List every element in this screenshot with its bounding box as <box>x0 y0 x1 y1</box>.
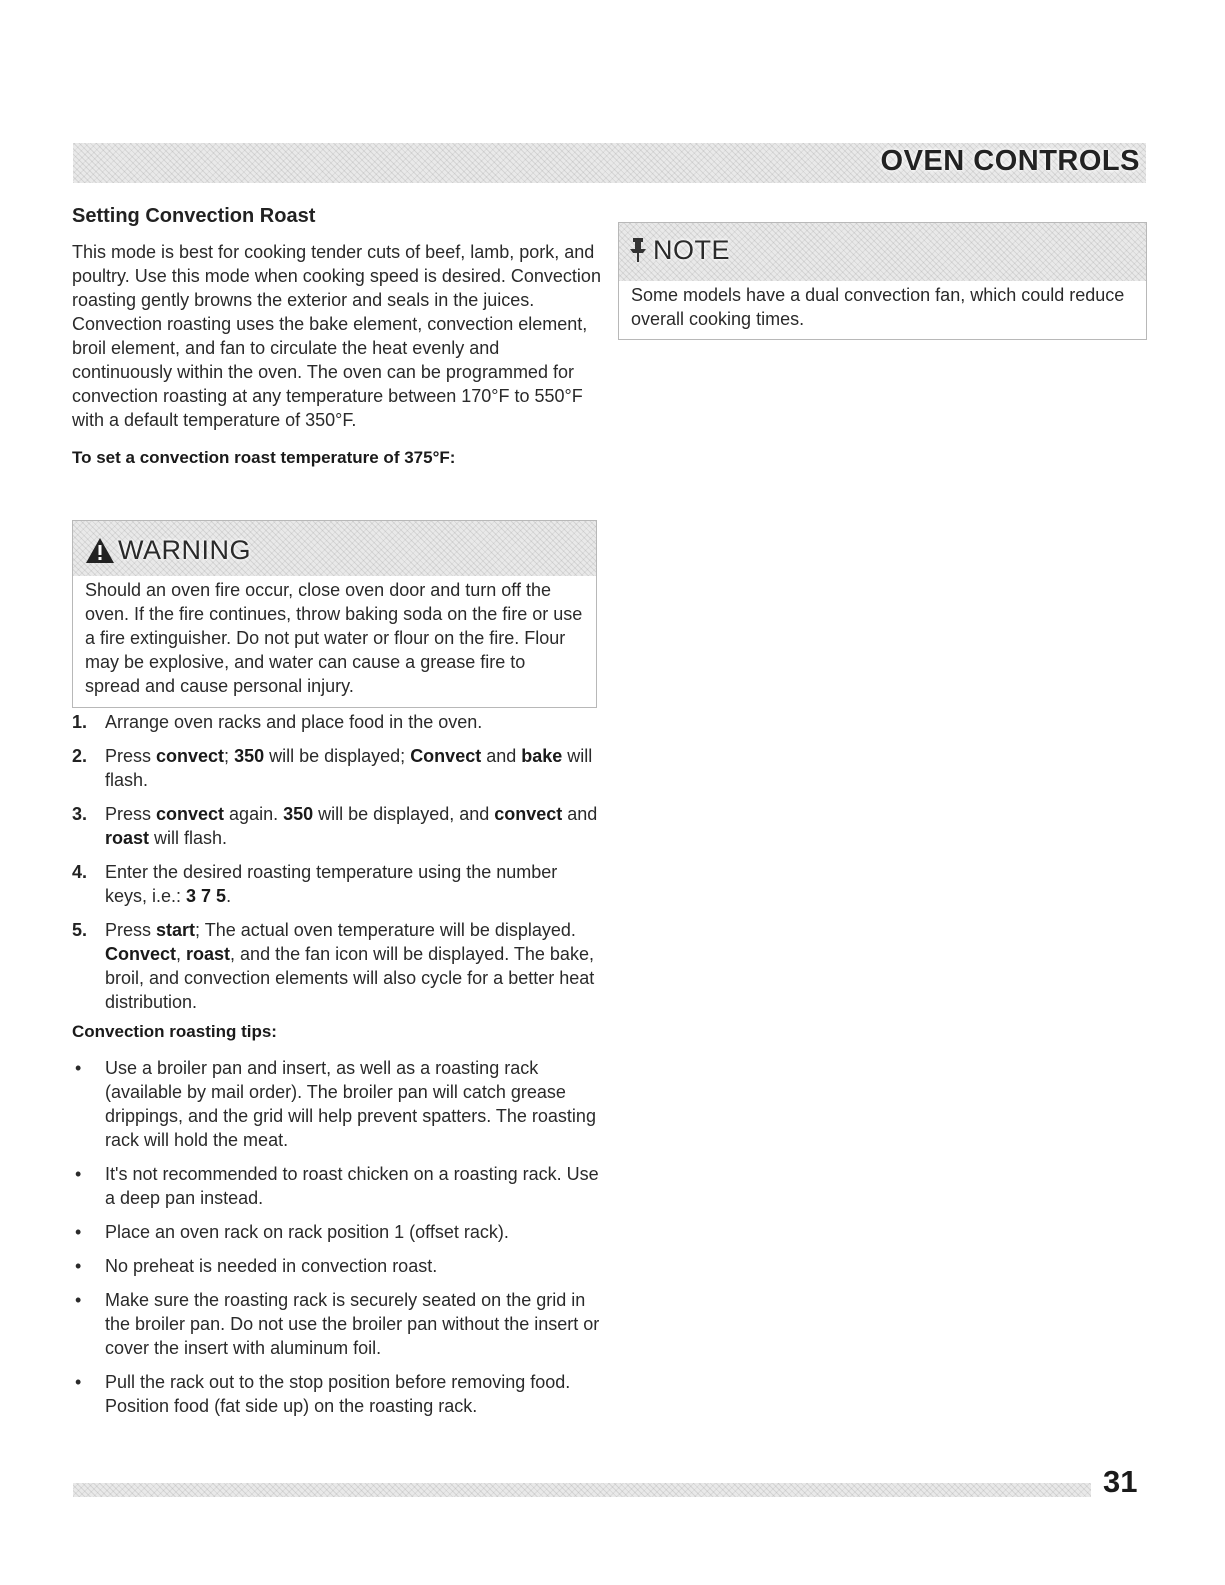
step-item <box>72 710 602 734</box>
steps-list <box>72 710 602 1024</box>
bullet-icon: • <box>75 1164 82 1184</box>
step-keyword: convect <box>156 804 225 824</box>
step-text: will flash. <box>149 828 228 848</box>
intro-paragraph: This mode is best for cooking tender cuts of beef, lamb, pork, and poultry. Use this mode when cooking speed is desired. Convection roasting gently browns the exterior and seals in the juices. Convection roasting uses the bake element, convection element, broil element, and fan to circulate the heat evenly and continuously within the oven. The oven can be programmed for convection roasting at any temperature between 170°F to 550°F with a default temperature of 350°F. <box>72 242 601 430</box>
step-keyword: Convect <box>105 944 177 964</box>
warning-text: Should an oven fire occur, close oven door and turn off the oven. If the fire continues, throw baking soda on the fire or use a fire extinguisher. Do not put water or flour on the fire. Flour may be explosive, and water can cause a grease fire to spread and cause personal injury. <box>81 576 588 702</box>
step-text: . <box>226 886 232 906</box>
footer-band <box>73 1483 1091 1497</box>
step-text: will be displayed; <box>264 746 411 766</box>
tip-item <box>72 1288 602 1360</box>
warning-triangle-icon <box>85 537 115 564</box>
left-column <box>72 205 602 468</box>
tips-list <box>72 1056 602 1428</box>
step-text: ; The actual oven temperature will be displayed. <box>195 920 576 940</box>
step-keyword: 350 <box>283 804 314 824</box>
page-number: 31 <box>1103 1464 1138 1499</box>
step-text: and <box>481 746 522 766</box>
bullet-icon: • <box>75 1256 82 1276</box>
bullet-icon: • <box>75 1290 82 1310</box>
step-number: 3. <box>72 804 88 824</box>
bullet-icon: • <box>75 1222 82 1242</box>
tip-text: Pull the rack out to the stop position before removing food. Position food (fat side up) on the roasting rack. <box>105 1372 571 1416</box>
tip-item <box>72 1056 602 1152</box>
step-keyword: roast <box>186 944 231 964</box>
tip-item <box>72 1254 602 1278</box>
step-item <box>72 802 602 850</box>
step-text: Arrange oven racks and place food in the oven. <box>105 712 483 732</box>
section-heading: Setting Convection Roast <box>72 205 316 227</box>
step-keyword: 350 <box>234 746 265 766</box>
step-number: 4. <box>72 862 88 882</box>
note-header <box>619 223 1146 281</box>
step-text: , <box>176 944 187 964</box>
note-text: Some models have a dual convection fan, which could reduce overall cooking times. <box>627 281 1138 335</box>
warning-box <box>72 520 597 708</box>
step-keyword: start <box>156 920 196 940</box>
step-number: 5. <box>72 920 88 940</box>
step-keyword: convect <box>156 746 225 766</box>
step-text: Enter the desired roasting temperature using the number keys, i.e.: <box>105 862 558 906</box>
step-keyword: bake <box>521 746 563 766</box>
instruction-heading: To set a convection roast temperature of 375°F: <box>72 448 456 467</box>
note-box <box>618 222 1147 340</box>
tips-heading: Convection roasting tips: <box>72 1022 277 1041</box>
step-text: ; <box>224 746 235 766</box>
step-keyword: roast <box>105 828 150 848</box>
step-keyword: Convect <box>410 746 482 766</box>
step-text: , and the fan icon will be displayed. The bake, broil, and convection elements will also cycle for a better heat distribution. <box>105 944 595 1012</box>
warning-header <box>73 521 596 576</box>
step-text: and <box>562 804 598 824</box>
step-keyword: 3 7 5 <box>186 886 227 906</box>
tip-item <box>72 1370 602 1418</box>
step-item <box>72 860 602 908</box>
note-title: NOTE <box>653 235 731 265</box>
pushpin-icon <box>627 237 649 263</box>
bullet-icon: • <box>75 1372 82 1392</box>
tip-text: It's not recommended to roast chicken on a roasting rack. Use a deep pan instead. <box>105 1164 599 1208</box>
step-item <box>72 918 602 1014</box>
step-text: will flash. <box>105 746 593 790</box>
step-text: Press <box>105 746 157 766</box>
page-title: OVEN CONTROLS <box>880 145 1140 177</box>
step-number: 2. <box>72 746 88 766</box>
header-band <box>73 143 1146 183</box>
bullet-icon: • <box>75 1058 82 1078</box>
step-text: Press <box>105 804 157 824</box>
tip-text: Make sure the roasting rack is securely seated on the grid in the broiler pan. Do not use the broiler pan without the insert or cover the insert with aluminum foil. <box>105 1290 600 1358</box>
tip-item <box>72 1220 602 1244</box>
step-keyword: convect <box>494 804 563 824</box>
tip-text: Place an oven rack on rack position 1 (offset rack). <box>105 1222 509 1242</box>
step-item <box>72 744 602 792</box>
step-text: Press <box>105 920 157 940</box>
step-number: 1. <box>72 712 88 732</box>
tip-text: No preheat is needed in convection roast. <box>105 1256 438 1276</box>
step-text: will be displayed, and <box>313 804 495 824</box>
step-text: again. <box>224 804 284 824</box>
tip-item <box>72 1162 602 1210</box>
tip-text: Use a broiler pan and insert, as well as a roasting rack (available by mail order). The broiler pan will catch grease drippings, and the grid will help prevent spatters. The roasting rack will hold the meat. <box>105 1058 596 1150</box>
warning-title: WARNING <box>118 535 251 565</box>
